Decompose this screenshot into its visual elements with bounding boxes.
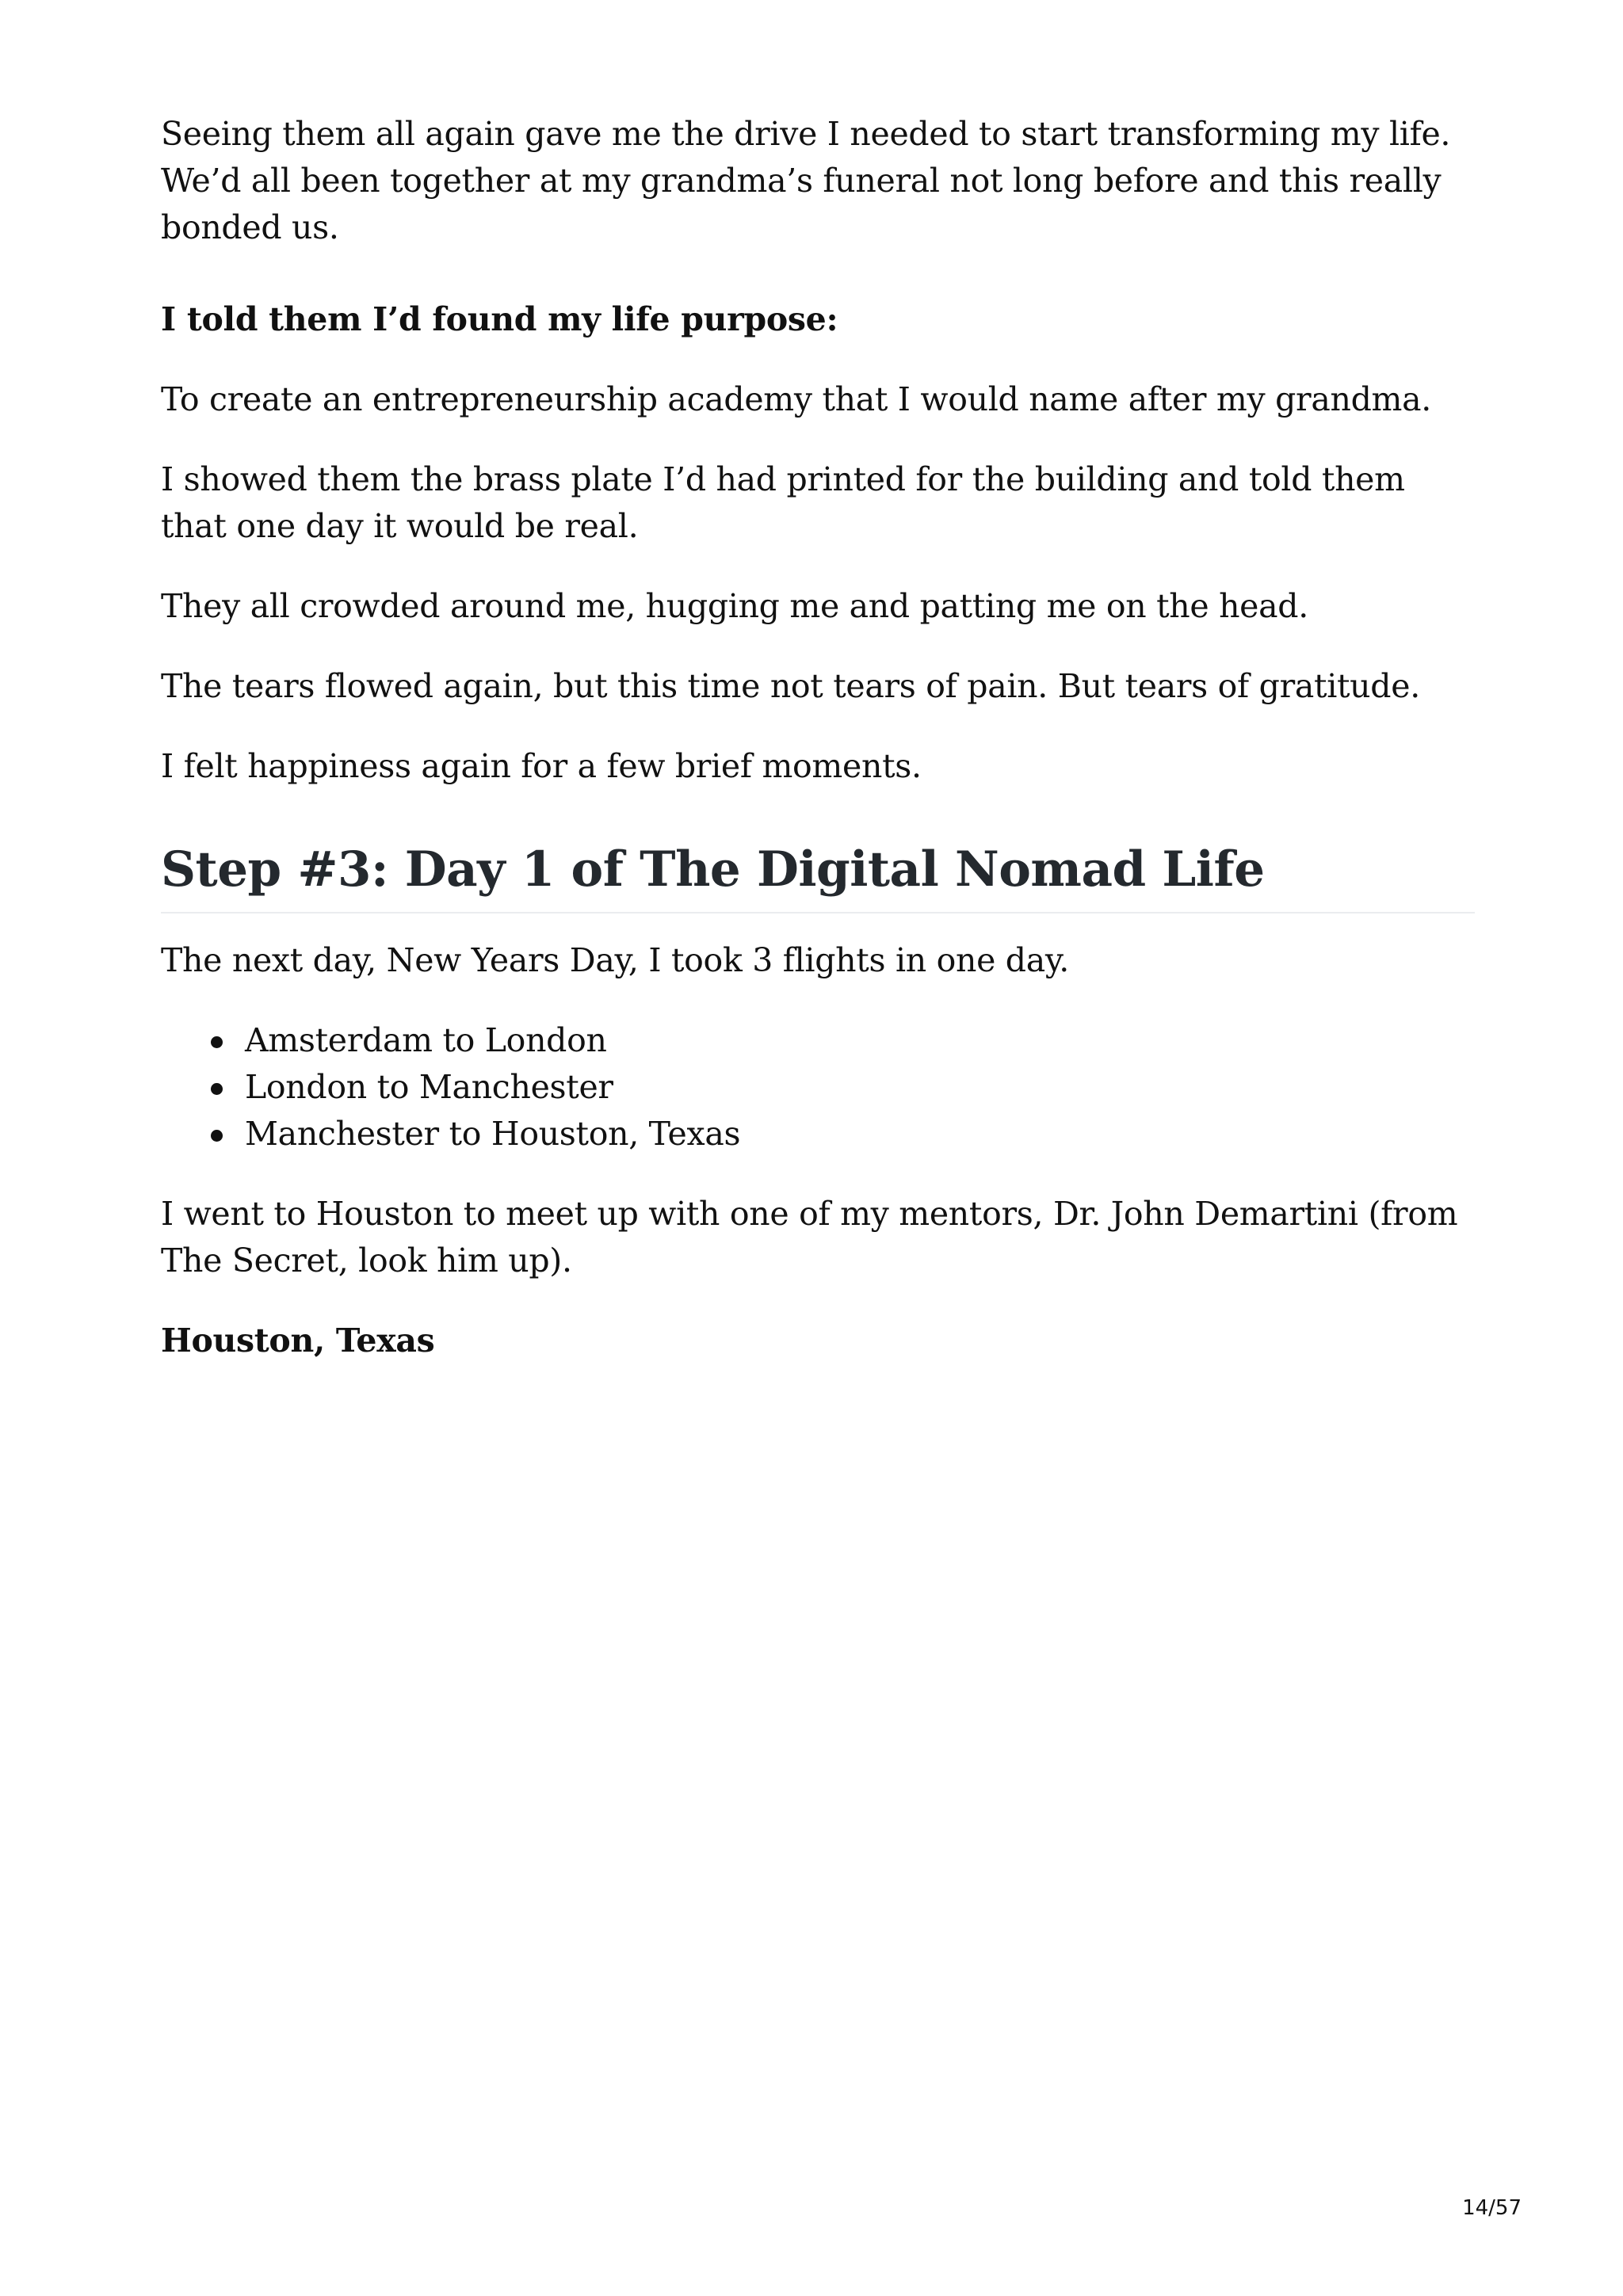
paragraph-life-purpose-bold: I told them I’d found my life purpose:: [161, 300, 838, 338]
list-item: Amsterdam to London: [245, 1017, 1475, 1064]
list-item: Manchester to Houston, Texas: [245, 1111, 1475, 1158]
paragraph-houston-bold: Houston, Texas: [161, 1322, 435, 1360]
page-number: 14/57: [1462, 2196, 1522, 2220]
paragraph-brass-plate: I showed them the brass plate I’d had printed for the building and told them that one day it would be real.: [161, 460, 1405, 545]
paragraph-crowded: They all crowded around me, hugging me and patting me on the head.: [161, 587, 1308, 625]
paragraph-drive: Seeing them all again gave me the drive I needed to start transforming my life. We’d all been together at my grandma’s funeral not long before and this really bonded us.: [161, 115, 1451, 246]
bullet-icon: [211, 1130, 223, 1142]
document-page: [161, 111, 1475, 1398]
bullet-icon: [211, 1083, 223, 1095]
list-item: London to Manchester: [245, 1064, 1475, 1111]
paragraph-tears: The tears flowed again, but this time not tears of pain. But tears of gratitude.: [161, 667, 1420, 705]
paragraph-happiness: I felt happiness again for a few brief moments.: [161, 747, 922, 785]
paragraph-academy: To create an entrepreneurship academy that I would name after my grandma.: [161, 380, 1431, 418]
flights-list: [161, 1017, 1475, 1158]
bullet-icon: [211, 1036, 223, 1048]
paragraph-flights-intro: The next day, New Years Day, I took 3 flights in one day.: [161, 941, 1070, 979]
section-heading: Step #3: Day 1 of The Digital Nomad Life: [161, 837, 1475, 913]
paragraph-houston-mentor: I went to Houston to meet up with one of my mentors, Dr. John Demartini (from The Secret, look him up).: [161, 1195, 1458, 1280]
